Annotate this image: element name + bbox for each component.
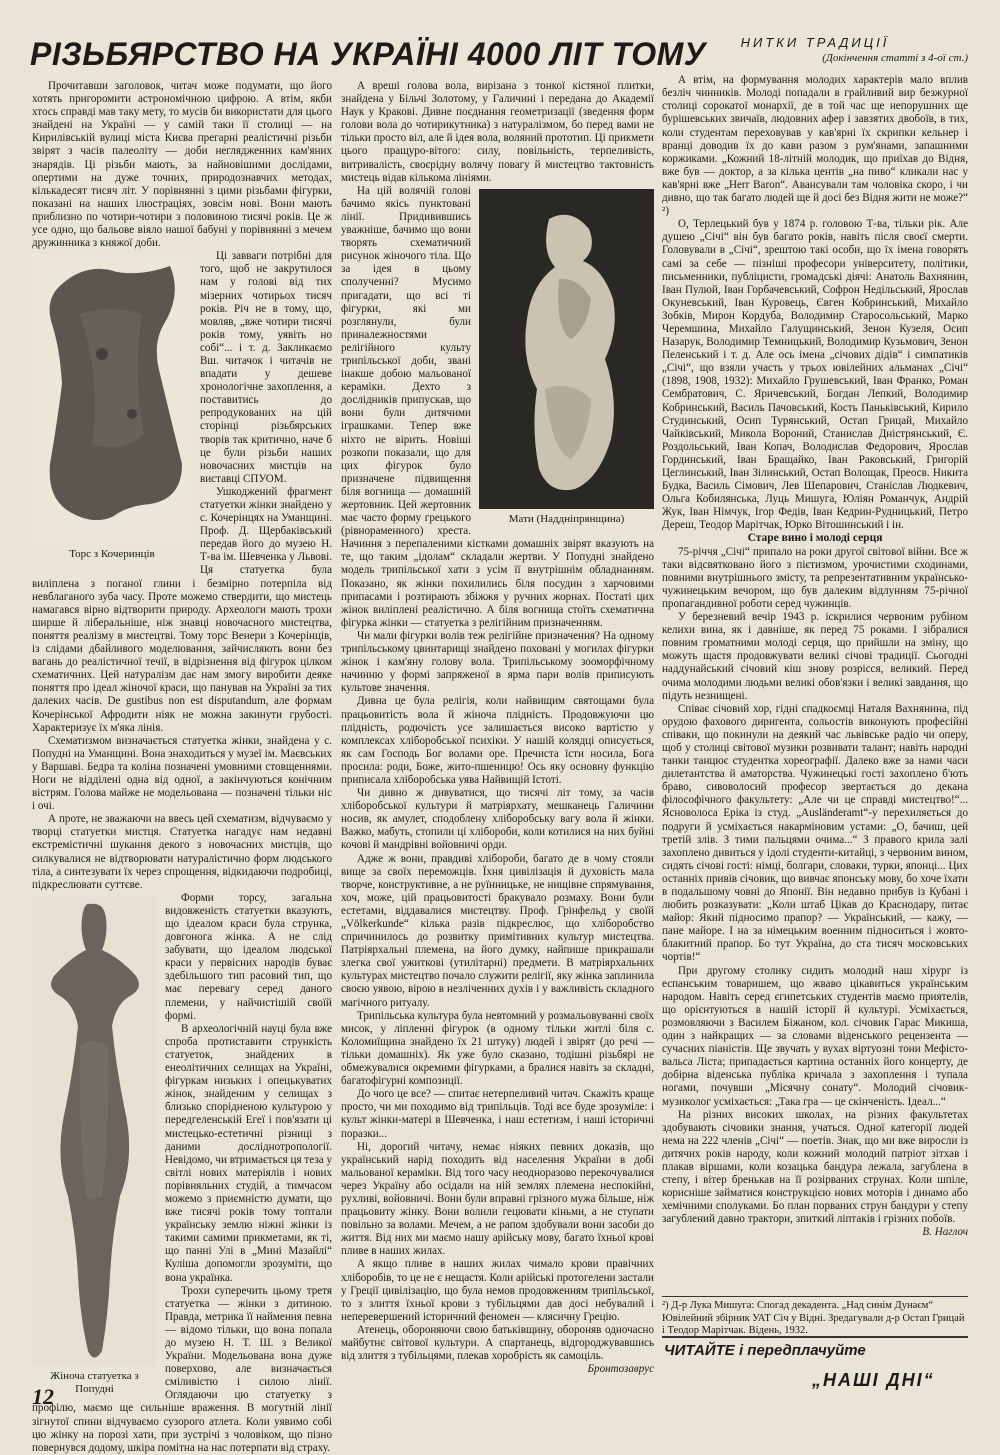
mother-statuette-image: [479, 189, 654, 509]
paragraph: А якщо пливе в наших жилах чимало крови правічних хліборобів, то це не є нещастя. Коли арійські протогелени застали у Греції цивілізацію, що була немов продовженням трипільської, то з злиття їхньої крови з тубільцями дав досі небувалий і неперевершений історичний феномен — клясичну Грецію.: [341, 1258, 654, 1323]
divider: [662, 1336, 968, 1338]
paragraph: А проте, не зважаючи на ввесь цей схематизм, відчуваємо у творці статуетки мистця. Статуетка нагадує нам недавні екстремістичні шукання декого з новочасних мистців, що силкувалися не відтворювати натуралістично форм людського тіла, а синтезувати їх через спрощення, відкидаючи подробиці, підкреслювати суттєве.: [32, 813, 332, 891]
continuation-note: (Докінчення статті з 4-ої ст.): [822, 52, 968, 65]
paragraph: На цій волячій голові бачимо якісь пунктовані лінії. Придивившись уважніше, бачимо що вони творять схематичний рисунок жіночого тіла. Що за ідея в цьому сполученні? Мусимо пригадати, що всі ті фігурки, які ми розглянули, були приналежностями релігійного культу трипільської доби, звані інакше добою мальованої кераміки. Дехто з дослідників припускав, що вони були дитячими іграшками. Тепер вже ніхто не вірить. Новіші розкопи показали, що для цих фігурок було призначене підвищення біля вогнища — домашній жертовник. Цей жертовник має часто форму грецького (рівнораменного) хреста. Начиння з перепаленими кістками домашніх звірят вказують на те, що таким „ідолам“ складали жертви. У Попудні знайдено модель трипільської хати з усім її внутрішнім обладнанням. Показано, як жінки похилились біля посудин з харчовими припасами і розтирають збіжжя у ручних жорнах. Постаті цих жінок виліплені реалістично. А біля вогнища стоїть схематична фігурка жінки — статуетка з релігійним призначенням.: [341, 184, 654, 629]
paragraph: Трохи суперечить цьому третя статуетка — жінки з дитиною. Правда, метрика її наймення певна — відомо тільки, що вона попала до музею Н. Т. Ш. з Великої України. Модельована вона дуже поверхово, але визначається сміливістю і силою лінії. Оглядаючи цю статуетку з профілю, маємо ще сильніше враження. В могутній лінії зігнутої спини відчуваємо сузорого атлета. Коли уявимо собі цю жінку на порозі хати, при зустрічі з чоловіком, що пізно повернувся додому, шкіра помітна на нас потерпати від страху.: [32, 1284, 332, 1454]
article-column-3: [662, 36, 968, 1291]
paragraph: При другому столику сидить молодий наш хірург із еспанським товаришем, що жваво цікавиться українським народом. Навіть серед єгипетських студентів маємо приятелів, що орієнтуються в нашій історії й культурі. Усміхається, розмовляючи з Василем Біжаном, кол. січовик Гарас Микиша, один з найкращих — за словами віденського рецензента — сучасних піаністів. Ще звучать у вухах віртуозні тони Мефісто-вальса Ліста; припадається картина останніх його концерту, де добірна віденська публіка кричала з захоплення і тупала ногами, почувши „Місячну сонату“. Молодий січовик-музиколог усміхається: „Така гра — це скінченість. Ідеал...“: [662, 964, 968, 1108]
torso-caption: Торс з Кочеринців: [69, 548, 155, 561]
paragraph: Атенець, обороняючи свою батьківщину, обороняв одночасно майбутнє світової культури. А спартанець, відгороджувавшись від злиття з тубільцями, плекав хоробрість як самоціль.: [341, 1323, 654, 1363]
torso-sculpture-image: [32, 254, 192, 544]
paragraph: Ці завваги потрібні для того, щоб не закрутилося нам у голові від тих мізерних чотирьох тисяч років. Річ не в тому, що, мовляв, „вже чотири тисячі років тому, уявіть но собі“... і т. д. Закликаємо Вш. читачок і читачів не впадати у дешеве хронологічне захоплення, а поставитись до репродукованих на цій сторінці різьбярських творів так критично, наче б це були різьби наших новочасних мистців на виставці СПУОМ.: [200, 250, 332, 485]
paragraph: А втім, на формування молодих характерів мало вплив безліч чинників. Молоді попадали в грайливий вир безжурної столиці сорокатої монархії, де в той час ще непорушних ще бурішевських звичаїв, людовних афер і завзятих двобоїв, в тих, коли студентам переховував у кав'ярні їх скрипки кельнер і вранці доводив їх до кави разом з рум'янами, запашними коржиками. „Кожний 18-літній молодик, що приїхав до Відня, вже був — доктор, а за кілька центів „на пиво“ кликали нас у кав'ярні вже „Herr Baron“. Авансували там чоловіка скоро, і чи дивно, що так багато людей ще й досі без Відня жити не може?“ ²): [662, 74, 968, 218]
paragraph: Співає січовий хор, гідні спадкоємці Наталя Вахнянина, під орудою фахового диригента, сольостів виконують професійні співаки, що покинули на деякий час львівське радіо чи оперу, щоб у столиці світової музики розвивати талант; навіть народні танки танцює студентка хореографії. Далеко вже за нами часи дилетантства й аматорства. Чужинецькі гості захоплено б'ють браво, сивоволосий професор звертається до декана філософічного факультету: „Але чи це справді мистецтво!“... Ясноволоса Еріка із студ. „Ausländeramt“-у перехиляється до подруги й усміхається накарміновим устами: „О, бачиш, цей третій злів. З тими пальцями очима...“ З правого крила залі захоплено дивиться у ідолі студенти-китайці, з червоним вином, сидять січові гості: німці, болгари, словаки, турки, японці... Цих останніх привів січовик, що вивчає японську мову, бо хоче їхати в подальшому човні до Японії. Він недавно прибув із Кубані і любить розказувати: „Коли штаб Цікав до Краснодару, питає майор: Який підносимо прапор? — Український, — кажу, — пане майоре. І на за німецьким военним підноситься і жовто-блакитний прапор. Бо тут Україна, до ста тисяч московських чортів!“: [662, 702, 968, 964]
article-title: РІЗЬБЯРСТВО НА УКРАЇНІ 4000 ЛІТ ТОМУ: [30, 36, 706, 72]
paragraph: Чи дивно ж дивуватися, що тисячі літ тому, за часів хліборобської культури й матріярхату, мешканець Галичини носив, як амулет, сподоблену хліборобську вагу вола й жінки. Важко, мабуть, стопили ці хлібороби, коли котилися на них буйні кочові й мандрівні войовничі орди.: [341, 787, 654, 852]
footnote: ²) Д-р Лука Мишуга: Спогад декадента. „Над синім Дунаєм“ Ювілейний збірник УАТ Січ у Відні. Зредагували д-р Остап Грицай і Теодор Марітчак. Відень, 1932.: [662, 1300, 965, 1336]
article-signature: Бронтозаврус: [587, 1363, 654, 1376]
paragraph: Ушкоджений фрагмент статуетки жінки знайдено у с. Кочерінцях на Уманщині. Проф. Д. Щербаківський передав його до музею Н. Т-ва ім. Шевченка у Львові. Ця статуетка була виліплена з поганої глини і безмірно потерпіла від невблаганого зуба часу. Проте можемо ствердити, що мистець намагався вірно відтворити природу. Археологи мають трохи ширше й ліберальніше, ніж знавці новочасного мистецтва, поняття реалізму в мистецтві. Тому торс Венери з Кочерінців, із слідами дбайливого моделювання, зайчисляють вони без вагань до реалістичної течії, в відрізнення від фігурок цілком схематичних. Цей натуралізм дає нам змогу виробити деяке поняття про ідеал жіночої краси, що панував на Україні за тих далеких часів. De gustibus non est disputandum, але формам Кочерінської Афродити ніяк не можна закинути грубості. Характеризує їх м'яка лінія.: [32, 485, 332, 734]
paragraph: В археологічній науці була вже спроба протиставити стрункість статуеток, знайдених в енеолітичних селищах на Україні, фігуркам низьких і опецькуватих жінок, знайденим у селищах з близько спорідненою культурою у передгеленській Егеї і пов'язати ці мистецько-естетичні різниці з даними досліднотропології. Невідомо, чи втримається ця теза у світлі нових матеріялів і нових порівняльних студій, а тимчасом можемо з приємністю думати, що вже тисячі років тому топтали українську землю ніжні жінки із такими самими прикметами, як ті, що панні Улі в „Мині Мазайлі“ Кулішa допомогли зрозуміти, що вона українка.: [165, 1022, 332, 1284]
woman-figure: [32, 896, 157, 1396]
woman-caption: Жіноча статуетка з Попудні: [50, 1369, 139, 1395]
mother-caption: Мати (Наддніпрянщина): [508, 512, 625, 525]
paragraph: Адже ж вони, правдиві хлібороби, багато де в чому стояли вище за своїх переможців. Їхня цивілізація й духовість мала творче, конструктивне, а не руїнницьке, не нищівне спрямування, хоч, може, цій працьовитості бракувало розмаху. Вони були естетами, віддавалися мистецтву. Проф. Грінфельд у своїй „Völkerkunde“ кілька разів підкреслює, що хліборобство спричинилось до розвитку примітивних культур мистецтва. Патріярхальні племена, на його думку, найпише прикрашали злегка свої ужиткові (утилітарні) предмети. В матріярхальних культурах мистецтво почало служити релігії, яку жінка заплинила своєю уявою, вірою в незліченних духів і у важливість складного магічного ритуалу.: [341, 852, 654, 1009]
promo-magazine-name: „НАШІ ДНІ“: [812, 1370, 935, 1390]
subheading: Старе вино і молоді серця: [747, 532, 883, 545]
mother-figure: [479, 189, 654, 526]
torso-figure: [32, 254, 192, 561]
article-column-1: [32, 80, 332, 1454]
article-signature: В. Наглоч: [922, 1226, 968, 1239]
paragraph: 75-річчя „Січі“ припало на роки другої світової війни. Все ж таки відсвятковано його з пієтизмом, урочистими сходинами, повними внутрішнього змісту, та репрезентативним українсько-чужинецьким вечором, що був далеким відлунням 75-річної пропагандивної роботи серед чужинців.: [662, 545, 968, 610]
paragraph: Схематизмом визначається статуетка жінки, знайдена у с. Попудні на Уманщині. Вона знаходиться у музеї ім. Маєвських у Варшаві. Бедра та коліна позначені умовними стовщеннями. Ноги не відділені одна від одної, а закінчуються конічним вістрям. Голова майже не модельована — позначені тільки ніс і очі.: [32, 734, 332, 813]
divider: [662, 1296, 968, 1297]
paragraph: Ні, дорогий читачу, немає ніяких певних доказів, що український нарід походить від населення України в добі мальованої кераміки. Від того часу неодноразово перекочувалися через Україну або осідали на ній землях племена неспокійні, рухливі, войовничі. Вони були вправні грізного мужа більше, ніж працьовиту жінку. Вони волили гецювати кіньми, а не ступати повільно за волами. Мечем, а не рапом здобували вони засоби до життя. Від них ми маємо нашу арійську мову, багато їхньої крові пливе в наших жилах.: [341, 1140, 654, 1258]
paragraph: На різних високих школах, на різних факультетах здобувають січовики знання, учаться. Одної категорії людей нема на 222 членів „Січі“ — поетів. Знак, що ми вже виросли із дитячих років народу, коли кожний молодий патріот зітхав і плакав віршами, коли козацька бандура лежала, загублена в степу, і вітер бренькав на її розірваних струнах. Коли шпіле, корисніше займатися конструкцією нових моторів і динамо або хемічними сполуками. Бо план порваних струн бандури у степу загублений давно трактори, зпиткий ліптаків і грізних побоїв.: [662, 1108, 968, 1226]
section-heading: НИТКИ ТРАДИЦІЇ: [740, 35, 890, 50]
paragraph: Форми торсу, загальна видовженість статуетки вказують, що ідеалом краси була струнка, довгонога жінка. А не слід забувати, що ідеалом людської краси у первісних народів буває здебільшого тип расовий тип, що має перевагу серед даного племени, у найчистішій своїй формі.: [165, 891, 332, 1022]
paragraph: Трипільська культура була невтомний у розмальовуванні своїх мисок, у ліпленні фігурок (в одному тільки житлі біля с. Коломиїщина знайдено їх 21 штуку) людей і звірят (до речі — тільки домашніх). Як уже було сказано, тодішні різьбярі не обмежувалися окремими фігурками, а бралися навіть за складні, багатофігурні композиції.: [341, 1009, 654, 1088]
woman-statuette-image: [32, 896, 157, 1366]
paragraph: Дивна це була релігія, коли найвищим святощами була працьовитість вола й жіноча плідність. Продовжуючи цю плідність, родючість усе залишається високо вартістю у комплексах хліборобської психіки. У нашій колядці описується, як сам Господь Бог волами оре. Пречиста їсти носила, Бога просила: роди, Боже, жито-пшеницю! Ось яку основну функцію приписала хліборобська уява Найвищій Істоті.: [341, 695, 654, 786]
paragraph: Чи мали фігурки волів теж релігійне призначення? На одному трипільському цвинтарищі знайдено поховані у могилах фігурки жінок і кам'яну голову вола. Трипільському зооморфічному начинню у формі запряженої в ярма пари волів приписують культове значення.: [341, 629, 654, 695]
paragraph: А вреші голова вола, вирізана з тонкої кістяної плитки, знайдена у Більчі Золотому, у Галичині і передана до Академії Наук у Кракові. Дивне поєднання геометризації (зведення форм голови вола до чотирикутника) з натуралізмом, бо перед вами не тільки просто віл, але й ідея вола, воляний прототип. Ці прикмети цього пращуро-вітого: силу, повільність, терпеливість, витривалість, своєрідну волячу повагу й мистецтво тактовність мистець відав кількома лініями.: [341, 80, 654, 184]
paragraph: До чого це все? — спитає нетерпеливий читач. Скажіть краще просто, чи ми походимо від трипільців. Тоді все буде зрозуміле: і культ жінки-матері в Шевченка, і наш естетизм, і наші історичні поразки...: [341, 1088, 654, 1140]
article-column-2: [341, 80, 654, 1380]
paragraph: О, Терлецький був у 1874 р. головою Т-ва, тільки рік. Але душею „Січі“ він був багато років, навіть після своєї смерти. Головували в „Січі“, зрештою такі особи, що їх імена говорять самі за себе — пізніші професори університету, політики, письменники, публіцисти, громадські діячі: Анатоль Вахнянин, Іван Пулюй, Іван Горбачевський, Софрон Недільський, Ярослав Окуневський, Іван Куровець, Євген Кобринський, Михайло Зобків, Мирон Кордуба, Володимир Старосольський, Марко Черемшина, Михайло Галущинський, Зенон Кузеля, Осип Назарук, Володимир Темницький, Володимир Кузьмович, Зенон Пеленський і т. д. Але ось імена „січових дідів“ і симпатиків „Січі“, що взяли участь у трьох ювілейних альманах „Січі“ (1898, 1908, 1932): Михайло Грушевський, Іван Франко, Роман Сембратович, С. Яричевський, Богдан Лепкий, Володимир Кобринський, Василь Пачовський, Кость Паньківський, Кирило Студинський, Осип Турянський, Остап Грицай, Михайло Чайківський, Микола Вороний, Станислав Дністрянський, Є. Роздольський, Іван Копач, Володислав Федорович, Ярослав Гординський, Іван Бращайко, Іван Раковський, Григорій Цеглинський, Іван Зілинський, Остап Волощак, Преосв. Никита Будка, Василь Сімович, Лев Шепарович, Станіслав Людкевич, Ольга Кобилянська, Луць Мишуга, Юліян Романчук, Андрій Жук, Іван Німчук, Ігор Федів, Іван Кедрин-Рудницький, Петро Дереш, Теодор Марітчак, Юрко Вітошинський і ін.: [662, 218, 968, 532]
paragraph: У березневий вечір 1943 р. іскрилися червоним рубіном келихи вина, як і давніше, як перед 75 роками. І зібралися повним громатними молоді серця, що прийшли на зміну, що можуть щастя продовжувати великі січові традиції. Сьогодні наддунайський січовий кіш знову розрісся, великий. Перед очима молодими людьми великі обов'язки і великі завдання, що підуть незнищені.: [662, 611, 968, 702]
promo-text: ЧИТАЙТЕ і передплачуйте: [664, 1342, 866, 1359]
paragraph: Прочитавши заголовок, читач може подумати, що його хотять пригоромити астрономічною цифрою. А втім, якби хтось справді мав таку мету, то мусів би використати для цього знайдені на Україні — у самій таки її столиці — на Кирилівській вулиці міста Києва прегарні реалістичні різьби звірят з часів палеоліту — доби неглядженних кам'яних знарядів. Ці різьби мають, за найновішими дослідами, опертими на дуже точних, природознавчих методах, кількадесят тисяч літ. У порівнянні з цими різьбами фігурки, показані на наших ілюстраціях, зовсім нові. Вони мають приблизно по чотири-чотири з половиною тисячі років. Це ж усе одно, що бальове віяло нашої бабуні у порівнянні з мечем дружинника з княжої доби.: [32, 80, 332, 250]
page-number: 12: [32, 1384, 54, 1409]
